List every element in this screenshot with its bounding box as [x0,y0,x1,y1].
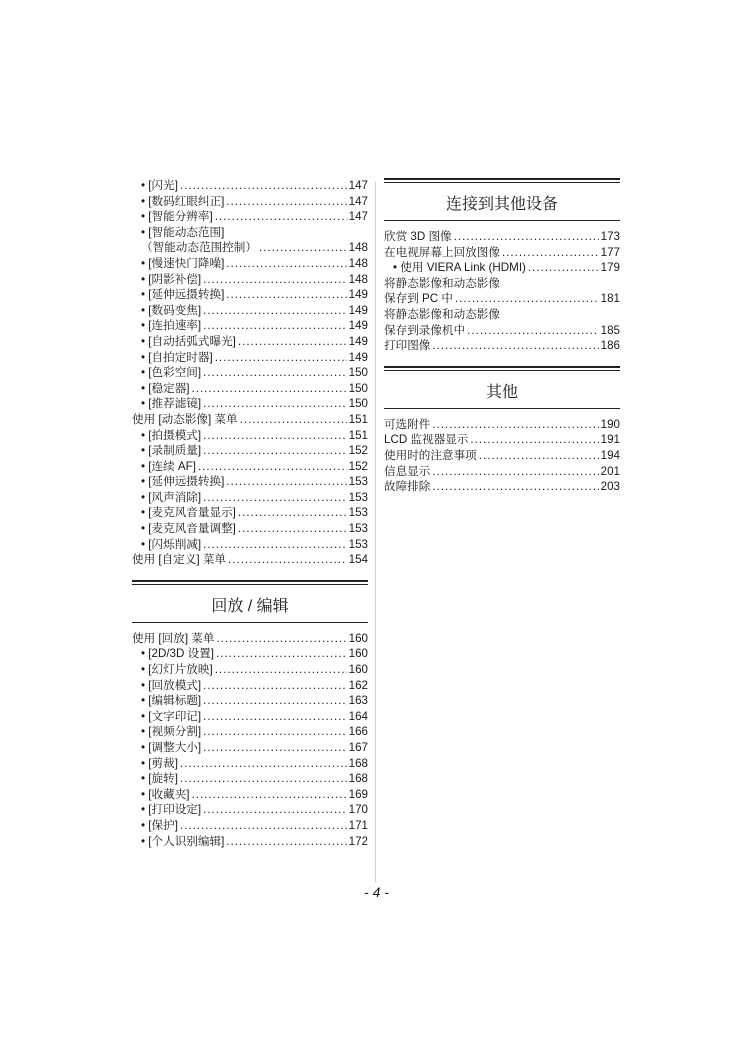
toc-page-number: 160 [348,647,368,661]
leader-dots [455,291,599,307]
section-title: 连接到其他设备 [445,196,558,213]
toc-entry-title: 打印图像 [384,339,431,353]
leader-dots [226,474,346,490]
page-number: - 4 - [364,884,389,900]
toc-page-number: 170 [348,803,368,817]
toc-entry-title: • [回放模式] [141,678,202,692]
toc-page-number: 153 [348,537,368,551]
toc-entry[interactable] [384,448,620,464]
toc-entry-title: • [延伸远摄转换] [141,475,225,489]
leader-dots [528,260,599,276]
toc-entry[interactable] [384,464,620,480]
toc-group [384,323,620,354]
section-header-other [384,366,620,409]
leader-dots [180,771,347,787]
toc-page-number: 190 [600,417,620,431]
toc-page-number: 148 [348,241,368,255]
toc-page-number: 149 [348,350,368,364]
toc-entry-title: • [智能分辨率] [141,210,213,224]
leader-dots [467,323,598,339]
toc-page-number: 160 [348,663,368,677]
toc-entry[interactable] [132,209,368,225]
toc-group [384,229,620,276]
toc-entry-title: 使用 [自定义] 菜单 [132,553,227,567]
toc-page-number: 168 [348,772,368,786]
toc-entry-title: • [闪光] [141,179,178,192]
leader-dots [238,521,347,537]
leader-dots [192,381,347,397]
toc-page-number: 177 [600,245,620,259]
leader-dots [226,834,346,850]
toc-page-number: 173 [600,230,620,243]
toc-page-number: 160 [348,631,368,645]
toc-group [384,417,620,495]
toc-page-number: 152 [348,459,368,473]
toc-entry-title: • [风声消除] [141,490,202,504]
toc-entry[interactable] [132,194,368,210]
leader-dots [454,229,599,245]
toc-entry[interactable] [384,229,620,245]
toc-page-number: 153 [348,522,368,536]
leader-dots [240,412,347,428]
leader-dots [215,209,347,225]
toc-entry-title: 信息显示 [384,464,431,478]
toc-page-number: 153 [348,475,368,489]
toc-page-number: 149 [348,303,368,317]
toc-entry[interactable] [132,740,368,756]
toc-page-number: 181 [600,292,620,306]
toc-entry[interactable] [132,787,368,803]
toc-group [132,631,368,849]
toc-page-number: 151 [348,428,368,442]
toc-page-number: 164 [348,709,368,723]
leader-dots [215,350,347,366]
leader-dots [238,334,347,350]
toc-entry-title: LCD 监视器显示 [384,433,469,447]
leader-dots [216,631,346,647]
leader-dots [203,272,347,288]
toc-entry-title: 使用 [回放] 菜单 [132,631,215,645]
toc-entry[interactable] [132,662,368,678]
leader-dots [203,724,347,740]
toc-entry-title: • [阴影补偿] [141,272,202,286]
toc-entry-heading: 将静态影像和动态影像 [384,276,500,290]
toc-entry-title: • [自拍定时器] [141,350,213,364]
toc-page-number: 150 [348,366,368,380]
toc-page-number: 172 [348,834,368,848]
toc-entry-title: • [推荐滤镜] [141,397,202,411]
toc-page-number: 191 [600,433,620,447]
toc-entry-title: • [慢速快门降噪] [141,256,225,270]
toc-entry[interactable] [132,443,368,459]
leader-dots [180,818,347,834]
toc-entry[interactable] [384,245,620,261]
toc-page-number: 194 [600,448,620,462]
leader-dots [259,240,347,256]
leader-dots [432,338,598,354]
toc-entry[interactable] [132,709,368,725]
leader-dots [180,178,347,194]
toc-page-number: 149 [348,319,368,333]
section-title: 回放 / 编辑 [211,597,289,615]
toc-entry[interactable] [132,552,368,568]
leader-dots [203,396,347,412]
section-header-connect [384,178,620,221]
toc-page-number: 154 [348,553,368,567]
toc-entry-title: • [编辑标题] [141,694,202,708]
toc-entry[interactable] [132,756,368,772]
toc-entry[interactable] [132,381,368,397]
leader-dots [432,479,598,495]
toc-page-number: 171 [348,818,368,832]
toc-entry-title: 保存到录像机中 [384,323,466,337]
leader-dots [203,365,347,381]
toc-entry[interactable] [132,350,368,366]
toc-entry-title: • [数码变焦] [141,303,202,317]
leader-dots [203,678,347,694]
toc-entry-title: • [拍摄模式] [141,428,202,442]
leader-dots [203,428,347,444]
toc-entry[interactable] [132,724,368,740]
leader-dots [432,417,598,433]
leader-dots [203,318,347,334]
toc-entry-title: 在电视屏幕上回放图像 [384,245,500,259]
toc-page-number: 168 [348,756,368,770]
toc-entry-title: • [麦克风音量调整] [141,522,236,536]
toc-entry[interactable] [132,318,368,334]
toc-page-number: 185 [600,323,620,337]
leader-dots [203,490,347,506]
leader-dots [203,709,347,725]
toc-entry[interactable] [132,396,368,412]
toc-entry[interactable] [132,178,368,194]
leader-dots [228,552,347,568]
toc-page-number: 153 [348,506,368,520]
toc-entry-title: • [麦克风音量显示] [141,506,236,520]
leader-dots [226,194,346,210]
leader-dots [216,646,347,662]
toc-entry[interactable] [132,428,368,444]
leader-dots [502,245,599,261]
toc-page-number: 179 [600,261,620,275]
toc-entry-title: 欣赏 3D 图像 [384,230,452,243]
toc-entry-title: • [连续 AF] [141,459,196,473]
toc-entry-title: • [调整大小] [141,741,202,754]
toc-entry[interactable] [132,303,368,319]
toc-entry-title: （智能动态范围控制） [141,241,257,255]
toc-entry[interactable] [132,646,368,662]
toc-entry-title: • [连拍速率] [141,319,202,333]
leader-dots [203,303,347,319]
toc-entry[interactable] [384,323,620,339]
toc-page-number: 169 [348,787,368,801]
toc-entry[interactable] [132,678,368,694]
toc-entry[interactable] [384,417,620,433]
column-divider [375,182,376,882]
toc-page-number: 150 [348,397,368,411]
toc-page-number: 162 [348,678,368,692]
toc-entry[interactable] [132,521,368,537]
toc-entry-title: • [保护] [141,818,178,832]
leader-dots [203,693,347,709]
toc-entry[interactable] [384,432,620,448]
toc-page-number: 147 [348,194,368,208]
toc-page-number: 163 [348,694,368,708]
leader-dots [180,756,347,772]
toc-entry[interactable] [384,291,620,307]
toc-page-number: 151 [348,412,368,426]
leader-dots [203,740,347,756]
section-header-playback [132,580,368,623]
toc-page-number: 149 [348,288,368,302]
toc-page-number: 203 [600,480,620,494]
toc-entry-title: • [录制质量] [141,444,202,458]
toc-entry-title: 可选附件 [384,417,431,431]
toc-entry[interactable] [132,459,368,475]
toc-entry-title: • 使用 VIERA Link (HDMI) [393,261,526,275]
toc-group [132,240,368,567]
toc-entry-title: • [延伸远摄转换] [141,288,225,302]
toc-entry-title: • [文字印记] [141,709,202,723]
toc-group [132,178,368,225]
leader-dots [215,662,347,678]
toc-entry[interactable] [132,631,368,647]
toc-entry[interactable] [384,260,620,276]
toc-entry-title: 故障排除 [384,480,431,494]
toc-entry-title: • [稳定器] [141,381,190,395]
toc-entry-title: 使用时的注意事项 [384,448,477,462]
toc-entry[interactable] [132,287,368,303]
section-title: 其他 [485,383,518,401]
leader-dots [432,464,598,480]
toc-entry[interactable] [132,474,368,490]
leader-dots [203,537,347,553]
toc-entry[interactable] [384,479,620,495]
toc-left-column [132,178,368,849]
toc-entry-title: • [色彩空间] [141,366,202,380]
toc-entry-title: • [幻灯片放映] [141,663,213,677]
toc-entry-title: • [2D/3D 设置] [141,647,214,661]
toc-entry-title: • [自动括弧式曝光] [141,334,236,348]
toc-entry-title: • [数码红眼纠正] [141,194,225,208]
leader-dots [192,787,347,803]
toc-entry[interactable] [132,505,368,521]
toc-entry-title: • [视频分割] [141,725,202,739]
toc-entry[interactable] [132,240,368,256]
toc-page-number: 186 [600,339,620,353]
toc-entry[interactable] [132,256,368,272]
toc-entry-title: 使用 [动态影像] 菜单 [132,412,238,426]
toc-entry-title: 保存到 PC 中 [384,292,453,306]
toc-entry[interactable] [132,802,368,818]
toc-page-number: 152 [348,444,368,458]
toc-entry[interactable] [132,490,368,506]
toc-entry-heading: • [智能动态范围] [141,225,225,239]
toc-page-number: 147 [348,210,368,224]
toc-entry[interactable] [132,693,368,709]
toc-page-number: 167 [348,741,368,754]
toc-entry-title: • [打印设定] [141,803,202,817]
toc-entry-title: • [个人识别编辑] [141,834,225,848]
leader-dots [198,459,347,475]
toc-page-number: 201 [600,464,620,478]
toc-page-number: 149 [348,334,368,348]
leader-dots [479,448,599,464]
toc-page-number: 148 [348,256,368,270]
toc-entry[interactable] [132,334,368,350]
toc-entry[interactable] [384,338,620,354]
toc-page-number: 148 [348,272,368,286]
leader-dots [226,287,346,303]
toc-page-number: 147 [348,179,368,192]
leader-dots [226,256,346,272]
leader-dots [470,432,598,448]
toc-entry-title: • [闪烁削减] [141,537,202,551]
toc-entry-heading: 将静态影像和动态影像 [384,307,500,321]
toc-entry[interactable] [132,834,368,850]
toc-page-number: 166 [348,725,368,739]
toc-entry[interactable] [132,272,368,288]
toc-entry[interactable] [132,365,368,381]
toc-entry-title: • [剪裁] [141,756,178,770]
toc-entry-title: • [旋转] [141,772,178,786]
toc-entry[interactable] [132,771,368,787]
toc-right-column [384,178,620,495]
toc-entry[interactable] [132,818,368,834]
toc-page-number: 153 [348,490,368,504]
toc-page-number: 150 [348,381,368,395]
toc-entry[interactable] [132,412,368,428]
leader-dots [203,802,347,818]
leader-dots [203,443,347,459]
toc-entry[interactable] [132,537,368,553]
leader-dots [238,505,347,521]
toc-entry-title: • [收藏夹] [141,787,190,801]
